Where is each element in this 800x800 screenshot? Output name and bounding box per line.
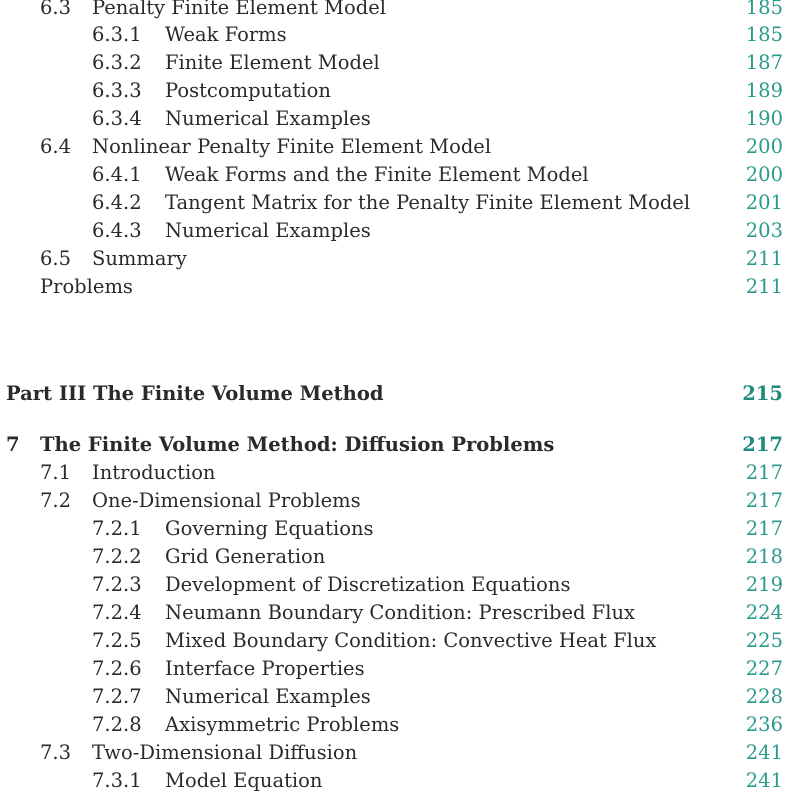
toc-entry-title: Tangent Matrix for the Penalty Finite Element Model [165,191,691,214]
toc-entry-number: 7.2.6 [92,657,142,680]
toc-entry-number: 7.3.1 [92,769,142,792]
toc-entry-page[interactable]: 224 [745,601,783,624]
toc-entry-number: 6.3.3 [92,79,142,102]
toc-entry-title: Governing Equations [165,517,374,540]
toc-entry-page[interactable]: 201 [745,191,783,214]
toc-entry-page[interactable]: 189 [745,79,783,102]
toc-entry-number: 7.2.5 [92,629,142,652]
toc-entry-title: Penalty Finite Element Model [92,0,386,19]
toc-entry-title: Weak Forms [165,23,287,46]
toc-entry-title: Mixed Boundary Condition: Convective Heat Flux [165,629,657,652]
toc-entry-title: Nonlinear Penalty Finite Element Model [92,135,492,158]
toc-entry-title: Numerical Examples [165,685,371,708]
toc-entry[interactable] [0,599,800,627]
toc-part-heading[interactable] [0,380,800,408]
toc-entry-page[interactable]: 228 [745,685,783,708]
toc-entry-page[interactable]: 217 [745,517,783,540]
toc-entry[interactable] [0,515,800,543]
toc-entry-title: One-Dimensional Problems [92,489,361,512]
toc-entry[interactable] [0,571,800,599]
toc-entry-title: Numerical Examples [165,219,371,242]
toc-entry[interactable] [0,133,800,161]
toc-entry-title: Neumann Boundary Condition: Prescribed Flux [165,601,635,624]
toc-entry-number: 7.2.1 [92,517,142,540]
toc-entry-page[interactable]: 236 [745,713,783,736]
chapter-number: 7 [6,433,20,456]
toc-entry-title: Postcomputation [165,79,331,102]
toc-entry-title: Problems [40,275,133,298]
part-page[interactable]: 215 [742,382,783,405]
toc-entry[interactable] [0,105,800,133]
toc-entry-page[interactable]: 219 [745,573,783,596]
toc-entry-page[interactable]: 190 [745,107,783,130]
toc-entry[interactable] [0,543,800,571]
toc-entry[interactable] [0,655,800,683]
toc-entry-number: 6.4.1 [92,163,142,186]
toc-entry-title: Weak Forms and the Finite Element Model [165,163,589,186]
toc-entry-title: Axisymmetric Problems [165,713,400,736]
toc-entry-title: Two-Dimensional Diffusion [92,741,358,764]
toc-entry[interactable] [0,0,800,22]
toc-entry-title: Summary [92,247,187,270]
toc-chapter-heading[interactable] [0,431,800,459]
toc-entry[interactable] [0,245,800,273]
toc-entry-page[interactable]: 218 [745,545,783,568]
toc-entry-page[interactable]: 227 [745,657,783,680]
toc-entry[interactable] [0,21,800,49]
toc-entry-number: 6.4 [40,135,72,158]
toc-entry-number: 6.4.3 [92,219,142,242]
toc-entry-title: Development of Discretization Equations [165,573,571,596]
toc-entry-title: Numerical Examples [165,107,371,130]
toc-entry[interactable] [0,49,800,77]
toc-entry-page[interactable]: 187 [745,51,783,74]
toc-entry-number: 7.2.7 [92,685,142,708]
toc-entry[interactable] [0,273,800,301]
toc-entry-title: Interface Properties [165,657,365,680]
chapter-page[interactable]: 217 [742,433,783,456]
toc-entry[interactable] [0,711,800,739]
toc-entry-page[interactable]: 185 [745,0,783,19]
toc-entry[interactable] [0,77,800,105]
toc-entry-page[interactable]: 211 [745,247,783,270]
toc-entry-number: 7.1 [40,461,72,484]
toc-entry-page[interactable]: 241 [745,741,783,764]
toc-entry[interactable] [0,161,800,189]
chapter-title: The Finite Volume Method: Diffusion Problems [40,433,555,456]
toc-entry-number: 7.3 [40,741,72,764]
toc-entry-page[interactable]: 225 [745,629,783,652]
toc-entry-page[interactable]: 217 [745,461,783,484]
toc-entry-title: Introduction [92,461,216,484]
toc-entry-page[interactable]: 185 [745,23,783,46]
toc-entry-title: Grid Generation [165,545,326,568]
toc-entry-number: 6.3.2 [92,51,142,74]
toc-entry[interactable] [0,767,800,795]
toc-entry-title: Model Equation [165,769,323,792]
toc-entry-page[interactable]: 200 [745,135,783,158]
toc-entry-page[interactable]: 211 [745,275,783,298]
toc-entry[interactable] [0,217,800,245]
part-title: Part III The Finite Volume Method [6,382,384,405]
toc-entry-number: 7.2.2 [92,545,142,568]
toc-entry[interactable] [0,683,800,711]
toc-entry-number: 6.3 [40,0,72,19]
toc-entry[interactable] [0,627,800,655]
toc-entry-number: 6.4.2 [92,191,142,214]
toc-entry[interactable] [0,739,800,767]
toc-entry-number: 6.5 [40,247,72,270]
toc-entry-number: 7.2.8 [92,713,142,736]
toc-entry-title: Finite Element Model [165,51,380,74]
toc-entry-page[interactable]: 203 [745,219,783,242]
toc-entry-number: 7.2.4 [92,601,142,624]
toc-entry[interactable] [0,459,800,487]
toc-entry-page[interactable]: 241 [745,769,783,792]
toc-entry[interactable] [0,487,800,515]
toc-entry-number: 7.2 [40,489,72,512]
toc-entry-page[interactable]: 217 [745,489,783,512]
toc-entry[interactable] [0,189,800,217]
toc-entry-page[interactable]: 200 [745,163,783,186]
toc-entry-number: 7.2.3 [92,573,142,596]
toc-entry-number: 6.3.4 [92,107,142,130]
toc-entry-number: 6.3.1 [92,23,142,46]
